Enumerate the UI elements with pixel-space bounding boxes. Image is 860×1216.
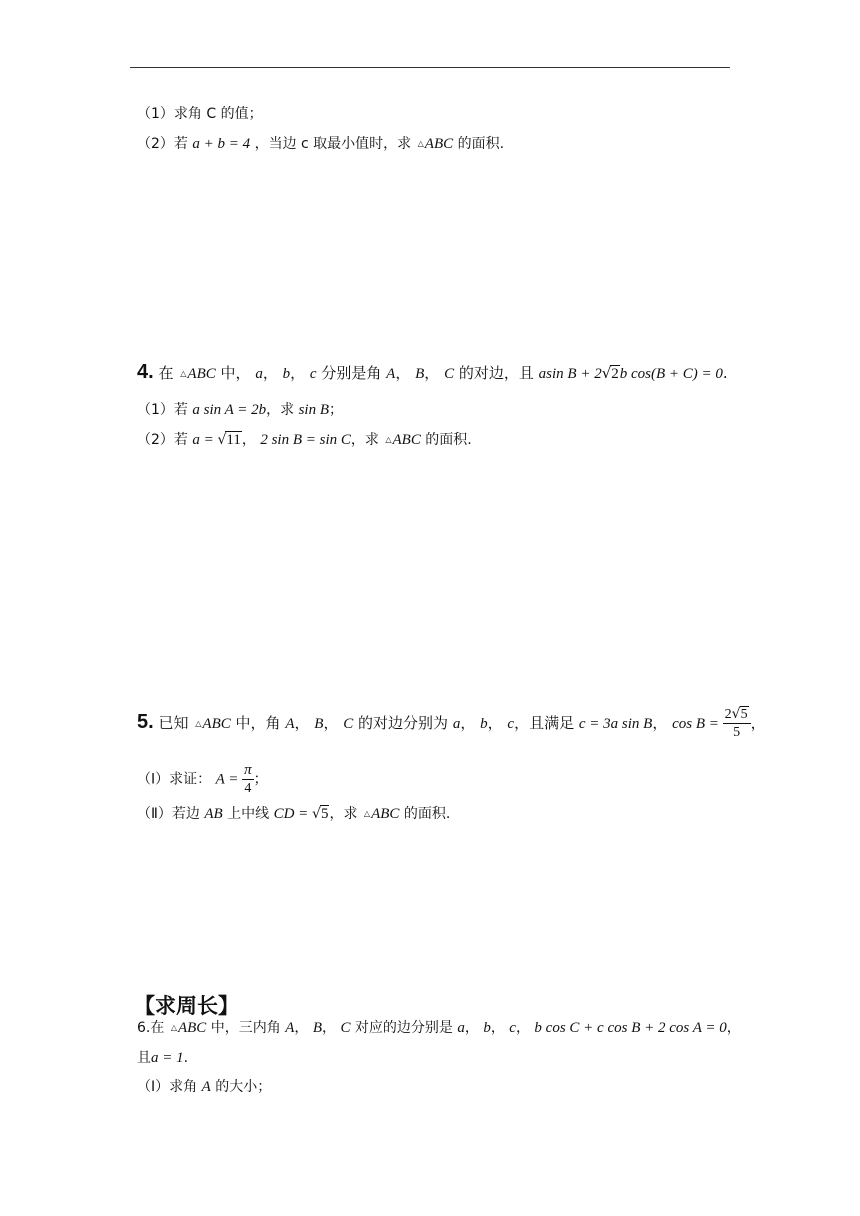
q5-part1-A: A = xyxy=(215,771,243,788)
q4-cond-rest: b cos(B + C) = 0 xyxy=(619,366,723,382)
sep: ， xyxy=(487,714,503,732)
q4-t1: 在 xyxy=(153,364,174,382)
triangle-symbol: △ xyxy=(195,719,202,728)
sep: ， xyxy=(464,1020,479,1036)
q6-number: 6. xyxy=(137,1020,151,1036)
q5-part2-root: 5 xyxy=(320,806,329,822)
q4-t3: 分别是角 xyxy=(316,364,382,382)
q5-stem xyxy=(137,706,766,741)
q5-A: A xyxy=(285,716,295,732)
triangle-symbol: △ xyxy=(417,139,424,148)
q3-part2-post: 的面积. xyxy=(457,136,505,152)
q4-part2-tri: ABC xyxy=(392,432,421,448)
q4-tri: ABC xyxy=(187,366,216,382)
q6-cond: b cos C + c cos B + 2 cos A = 0 xyxy=(534,1020,727,1036)
q5-number: 5. xyxy=(137,711,154,733)
q6-t1: 在 xyxy=(150,1020,165,1036)
q3-part2-expr: a + b = 4 xyxy=(192,136,251,152)
sep: ， xyxy=(294,1020,309,1036)
q5-part1 xyxy=(137,762,268,797)
q4-stem xyxy=(137,362,728,384)
q4-C: C xyxy=(444,366,455,382)
sep: ， xyxy=(515,1020,530,1036)
sep: ， xyxy=(460,714,476,732)
sep: ， xyxy=(294,714,310,732)
q5-frac-den: 5 xyxy=(733,725,741,740)
q4-c: c xyxy=(309,366,317,382)
q3-part1 xyxy=(137,104,263,124)
q4-part2 xyxy=(137,430,472,450)
sep: ， xyxy=(424,364,440,382)
q6-A: A xyxy=(285,1020,295,1036)
q6-part1-pre: （Ⅰ）求角 xyxy=(137,1079,198,1095)
q4-number: 4. xyxy=(137,361,154,383)
q5-C: C xyxy=(343,716,354,732)
q5-part2-post: 的面积. xyxy=(399,806,451,822)
q3-part2 xyxy=(137,134,504,154)
q5-t4: ，且满足 xyxy=(514,714,575,732)
q6-line2-expr: a = 1 xyxy=(151,1050,184,1066)
q4-B: B xyxy=(415,366,425,382)
sep: ， xyxy=(290,364,306,382)
q5-part2-tri: ABC xyxy=(371,806,400,822)
q4-t2: 中， xyxy=(215,364,251,382)
q4-part2-pre: （2）若 xyxy=(137,432,188,448)
q6-line2 xyxy=(137,1048,188,1068)
q4-cond-sinB: sin B + 2 xyxy=(546,366,602,382)
q5-b: b xyxy=(480,716,488,732)
q3-part2-tri: ABC xyxy=(424,136,454,152)
q5-part1-end: ； xyxy=(253,771,268,788)
q6-t2: 中，三内角 xyxy=(206,1020,281,1036)
q4-part1-target: sin B xyxy=(298,402,329,418)
q5-fraction xyxy=(723,706,751,741)
sep: ， xyxy=(262,364,278,382)
q4-part2-root: 11 xyxy=(226,432,241,448)
q6-tri: ABC xyxy=(177,1020,207,1036)
q5-B: B xyxy=(314,716,324,732)
q5-cosB: cos B = xyxy=(672,716,723,732)
q4-part2-mid: ，求 xyxy=(350,432,379,448)
q5-c: c xyxy=(507,716,515,732)
sqrt-symbol: √ xyxy=(312,806,321,822)
header-rule xyxy=(130,67,730,68)
sqrt-symbol: √ xyxy=(217,432,227,448)
q4-t4: 的对边，且 xyxy=(454,364,534,382)
q5-tri: ABC xyxy=(202,716,231,732)
q6-C: C xyxy=(340,1020,351,1036)
q6-part1-A: A xyxy=(201,1079,211,1095)
section-heading: 【求周长】 xyxy=(134,994,239,1018)
q6-line2-pre: 且 xyxy=(137,1050,151,1066)
q4-a: a xyxy=(255,366,263,382)
q4-part1-expr: a sin A = 2b xyxy=(192,402,267,418)
triangle-symbol: △ xyxy=(385,435,392,444)
q6-line2-end: . xyxy=(183,1050,189,1066)
q5-part2-mid: 上中线 xyxy=(222,806,270,822)
q4-period: . xyxy=(722,364,728,382)
q4-b: b xyxy=(282,366,291,382)
q5-part1-fraction xyxy=(242,762,254,797)
q6-part1 xyxy=(137,1077,271,1097)
q6-B: B xyxy=(312,1020,323,1036)
q4-part2-expr2: 2 sin B = sin C xyxy=(260,432,351,448)
q5-part1-den: 4 xyxy=(244,781,252,796)
triangle-symbol: △ xyxy=(180,369,187,378)
sep: ， xyxy=(395,364,411,382)
q6-c: c xyxy=(509,1020,516,1036)
triangle-symbol: △ xyxy=(363,809,371,818)
q4-part1 xyxy=(137,400,343,420)
q5-t2: 中，角 xyxy=(230,714,281,732)
q5-part1-num: π xyxy=(244,762,252,778)
q5-t3: 的对边分别为 xyxy=(353,714,449,732)
q4-part2-a: a = xyxy=(192,432,218,448)
q5-part2-AB: AB xyxy=(204,806,223,822)
q5-cond1: c = 3a sin B xyxy=(578,716,653,732)
q4-cond-a: a xyxy=(538,366,547,382)
sqrt-symbol: √ xyxy=(731,706,741,722)
q6-part1-post: 的大小； xyxy=(210,1079,272,1095)
q6-end: ， xyxy=(726,1020,741,1036)
q6-t3: 对应的边分别是 xyxy=(350,1020,453,1036)
q4-part2-post: 的面积. xyxy=(420,432,472,448)
q3-part1-text: （1）求角 C 的值； xyxy=(137,106,263,122)
sep: ， xyxy=(652,714,668,732)
q6-stem xyxy=(137,1018,741,1038)
q3-part2-mid: ，当边 c 取最小值时，求 xyxy=(254,136,412,152)
q3-part2-pre: （2）若 xyxy=(137,136,188,152)
q4-part1-end: ； xyxy=(329,402,343,418)
sep: ， xyxy=(490,1020,505,1036)
q5-a: a xyxy=(452,716,461,732)
q5-part1-pre: （Ⅰ）求证： xyxy=(137,771,212,788)
q5-frac-num-pre: 2 xyxy=(724,707,732,722)
q5-t1: 已知 xyxy=(153,714,189,732)
q4-part1-pre: （1）若 xyxy=(137,402,188,418)
q5-part2-mid2: ，求 xyxy=(329,806,358,822)
triangle-symbol: △ xyxy=(170,1023,177,1032)
q6-a: a xyxy=(457,1020,465,1036)
q4-A: A xyxy=(386,366,396,382)
sep: ， xyxy=(241,432,256,448)
sqrt-symbol: √ xyxy=(601,364,612,382)
sep: ， xyxy=(323,714,339,732)
q6-b: b xyxy=(483,1020,491,1036)
q4-part1-mid: ，求 xyxy=(266,402,295,418)
q5-part2-CD: CD = xyxy=(273,806,313,822)
q5-part2 xyxy=(137,804,450,824)
q4-cond-root: 2 xyxy=(611,366,619,382)
sep: ， xyxy=(322,1020,337,1036)
q5-frac-num-root: 5 xyxy=(740,707,748,722)
q5-end: ， xyxy=(750,714,766,732)
q5-part2-pre: （Ⅱ）若边 xyxy=(137,806,200,822)
